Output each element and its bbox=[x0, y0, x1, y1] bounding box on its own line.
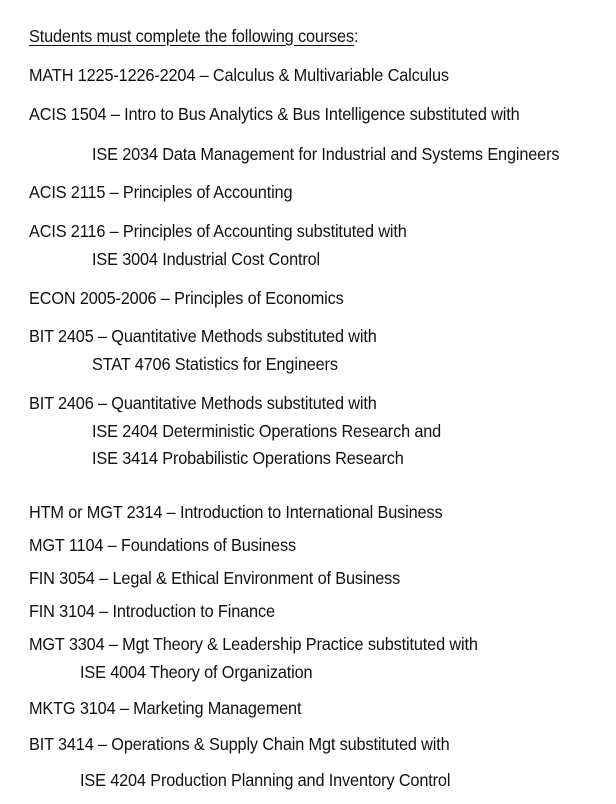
course-fin-3104: FIN 3104 – Introduction to Finance bbox=[29, 601, 275, 621]
course-mgt-1104: MGT 1104 – Foundations of Business bbox=[29, 535, 296, 555]
section-heading-text: Students must complete the following courses bbox=[29, 26, 354, 46]
course-bit-3414: BIT 3414 – Operations & Supply Chain Mgt substituted with bbox=[29, 734, 450, 754]
course-mktg-3104: MKTG 3104 – Marketing Management bbox=[29, 698, 302, 718]
course-math-calculus: MATH 1225-1226-2204 – Calculus & Multivariable Calculus bbox=[29, 65, 449, 85]
course-bit-2406: BIT 2406 – Quantitative Methods substituted with bbox=[29, 393, 377, 413]
substitute-ise-3414: ISE 3414 Probabilistic Operations Research bbox=[92, 448, 404, 468]
substitute-ise-4204: ISE 4204 Production Planning and Inventory Control bbox=[80, 770, 451, 790]
section-heading-suffix: : bbox=[353, 26, 359, 46]
substitute-ise-2404: ISE 2404 Deterministic Operations Research and bbox=[92, 421, 442, 441]
substitute-stat-4706: STAT 4706 Statistics for Engineers bbox=[92, 354, 338, 374]
substitute-ise-4004: ISE 4004 Theory of Organization bbox=[80, 662, 313, 682]
substitute-ise-3004: ISE 3004 Industrial Cost Control bbox=[92, 249, 321, 269]
section-heading bbox=[29, 25, 358, 47]
course-fin-3054: FIN 3054 – Legal & Ethical Environment of Business bbox=[29, 568, 401, 588]
course-acis-2116: ACIS 2116 – Principles of Accounting substituted with bbox=[29, 221, 407, 241]
substitute-ise-2034: ISE 2034 Data Management for Industrial and Systems Engineers bbox=[92, 144, 560, 164]
course-acis-1504: ACIS 1504 – Intro to Bus Analytics & Bus Intelligence substituted with bbox=[29, 104, 520, 124]
course-htm-mgt-2314: HTM or MGT 2314 – Introduction to International Business bbox=[29, 502, 443, 522]
course-acis-2115: ACIS 2115 – Principles of Accounting bbox=[29, 182, 293, 202]
course-bit-2405: BIT 2405 – Quantitative Methods substituted with bbox=[29, 326, 377, 346]
course-econ-2005-2006: ECON 2005-2006 – Principles of Economics bbox=[29, 288, 344, 308]
course-mgt-3304: MGT 3304 – Mgt Theory & Leadership Practice substituted with bbox=[29, 634, 478, 654]
